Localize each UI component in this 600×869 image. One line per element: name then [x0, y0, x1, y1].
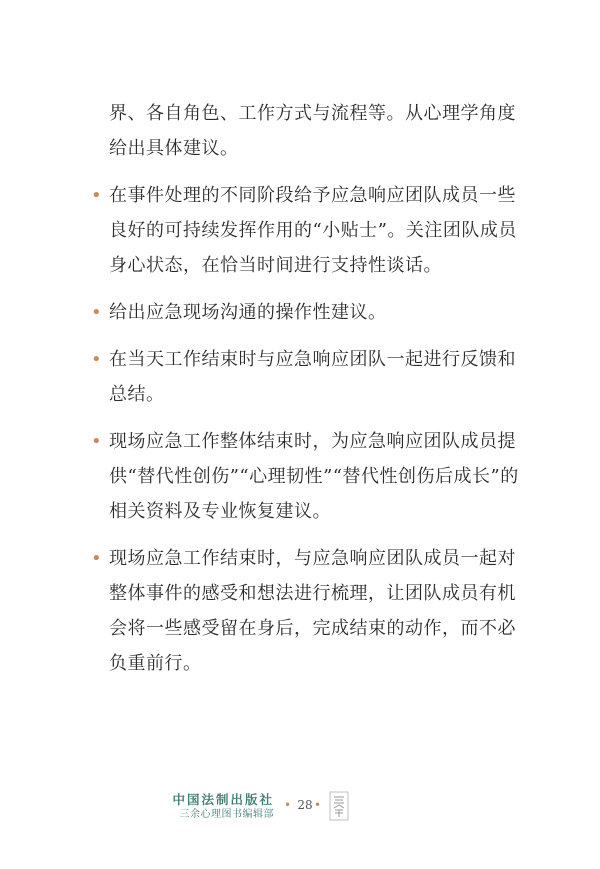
bullet-text: 现场应急工作整体结束时，为应急响应团队成员提供“替代性创伤”“心理韧性”“替代性创伤后成长”的相关资料及专业恢复建议。	[109, 431, 519, 522]
page-footer	[0, 788, 600, 828]
bullet-item-4	[88, 424, 528, 529]
bullet-icon: •	[91, 349, 103, 370]
continued-paragraph: 界、各自角色、工作方式与流程等。从心理学角度给出具体建议。	[109, 103, 516, 159]
publisher-name: 中国法制出版社	[172, 792, 274, 807]
bullet-text: 现场应急工作结束时，与应急响应团队成员一起对整体事件的感受和想法进行梳理，让团队成员有机会将一些感受留在身后，完成结束的动作，而不必负重前行。	[109, 548, 516, 674]
bullet-icon: •	[91, 548, 103, 569]
department-name: 三余心理图书编辑部	[179, 809, 274, 820]
bullet-text: 给出应急现场沟通的操作性建议。	[109, 302, 387, 323]
bullet-text: 在事件处理的不同阶段给予应急响应团队成员一些良好的可持续发挥作用的“小贴士”。关注团队成员身心状态，在恰当时间进行支持性谈话。	[109, 185, 517, 276]
bullet-icon: •	[91, 431, 103, 452]
bullet-icon: •	[91, 185, 103, 206]
bullet-item-5	[88, 541, 528, 681]
bullet-text: 在当天工作结束时与应急响应团队一起进行反馈和总结。	[109, 349, 516, 405]
footer-dot-icon: •	[314, 798, 322, 812]
bullet-icon: •	[91, 302, 103, 323]
bullet-item-3	[88, 342, 528, 412]
bullet-item-2	[88, 295, 528, 330]
bullet-item-1	[88, 178, 528, 283]
publisher-seal-logo-icon	[329, 791, 349, 821]
footer-dot-icon: •	[284, 798, 292, 812]
page-number: 28	[297, 798, 313, 812]
page-body	[88, 96, 528, 693]
publisher-block	[170, 792, 274, 822]
